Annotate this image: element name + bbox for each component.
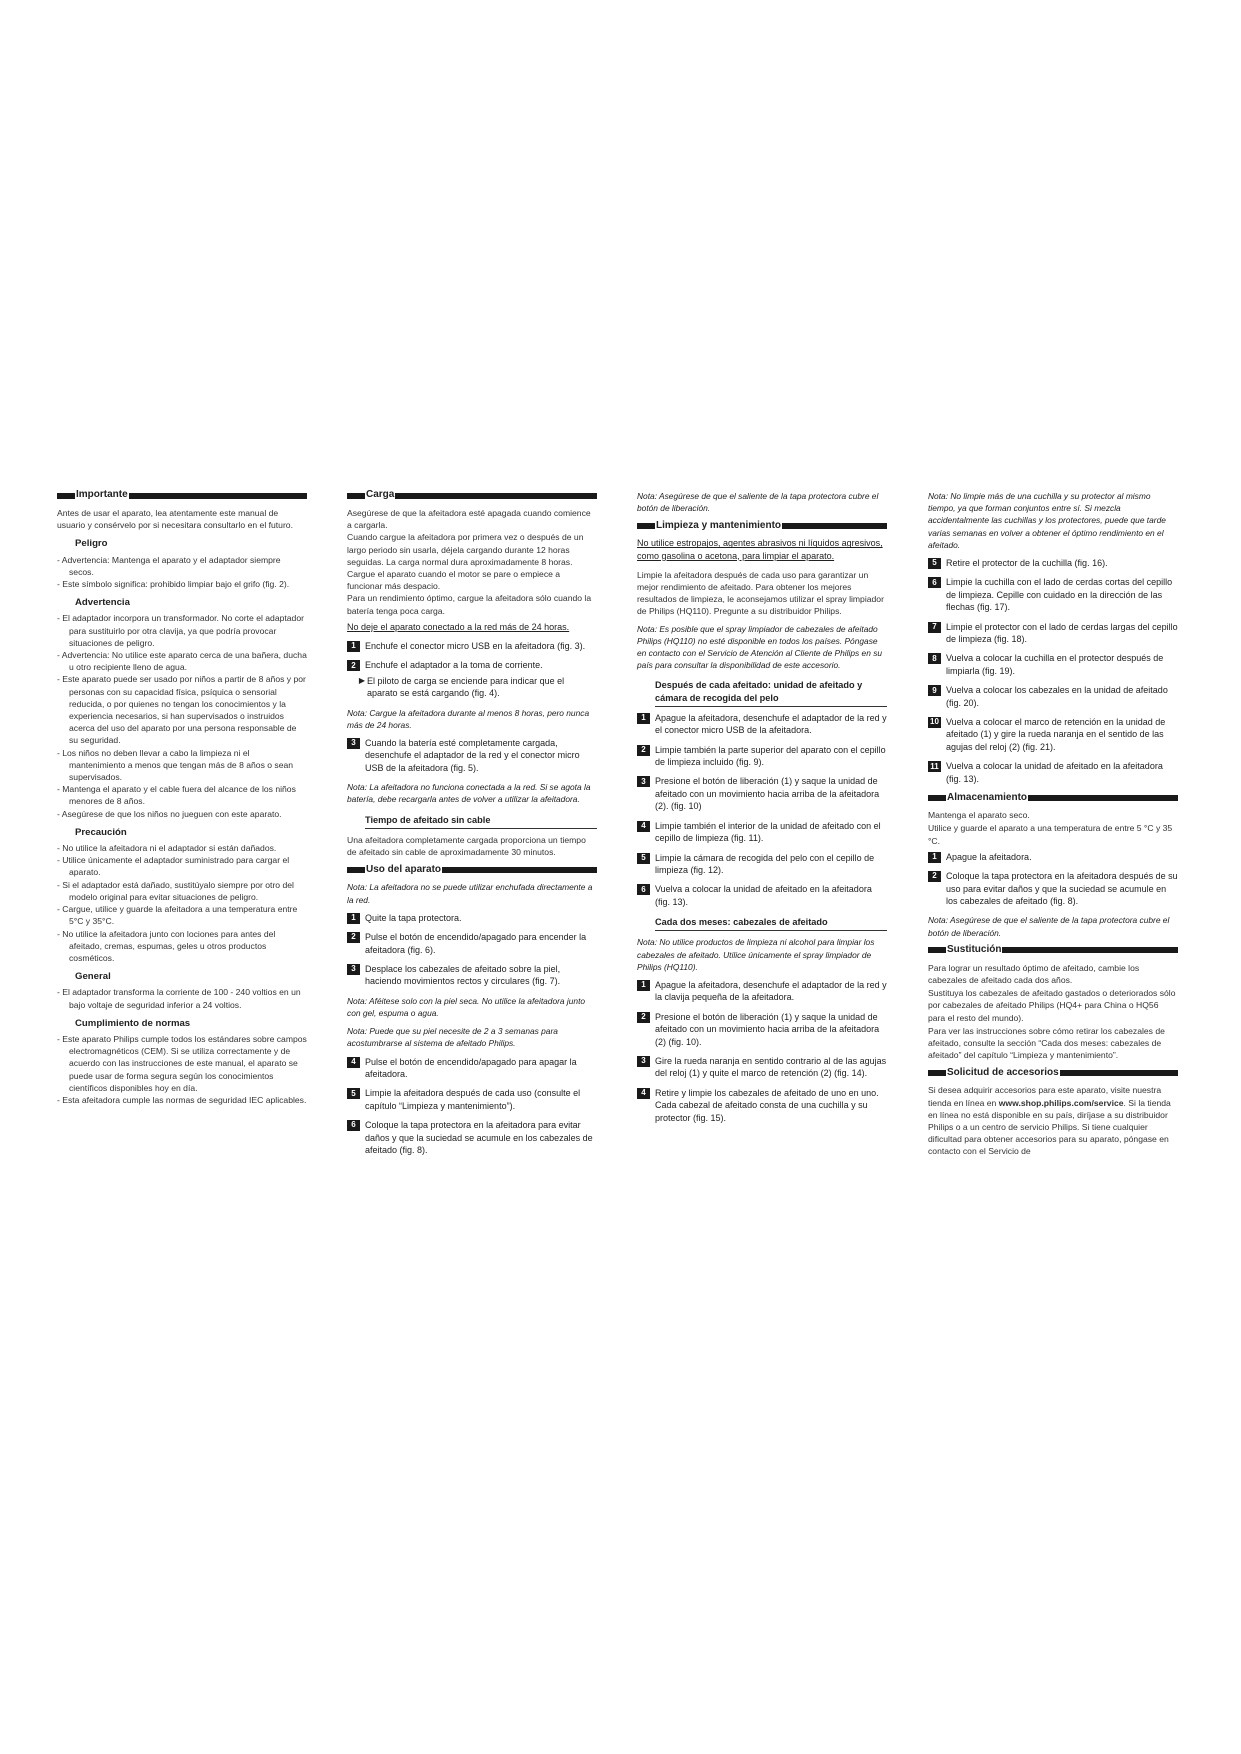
step-number: 1 <box>637 980 650 991</box>
step-text: Enchufe el adaptador a la toma de corriente. <box>365 660 543 671</box>
section-header-uso <box>347 864 597 875</box>
arrow-icon: ▶ <box>358 675 365 685</box>
bullet-item: - Advertencia: Mantenga el aparato y el adaptador siempre secos. <box>57 554 281 577</box>
section-title: Carga <box>366 489 395 501</box>
step <box>347 912 597 924</box>
step <box>347 931 597 956</box>
subsection-title: Cada dos meses: cabezales de afeitado <box>655 916 887 931</box>
step-text: Desplace los cabezales de afeitado sobre la piel, haciendo movimientos rectos y circulares (fig. 7). <box>365 963 561 987</box>
step-text: Coloque la tapa protectora en la afeitadora para evitar daños y que la suciedad se acumule en los cabezales de afeitado (fig. 8). <box>365 1120 593 1155</box>
bullet-item: - Mantenga el aparato y el cable fuera del alcance de los niños menores de 8 años. <box>57 784 296 807</box>
step-number: 9 <box>928 685 941 696</box>
note-text: Nota: No utilice productos de limpieza ni alcohol para limpiar los cabezales de afeitado. Utilice únicamente el spray limpiador de Philips (HQ110). <box>637 937 875 972</box>
step-result <box>347 675 597 700</box>
step-number: 3 <box>347 738 360 749</box>
note-text: Nota: Aféitese solo con la piel seca. No utilice la afeitadora junto con gel, espuma o agua. <box>347 995 586 1018</box>
paragraph: Para un rendimiento óptimo, cargue la afeitadora sólo cuando la batería tenga poca carga. <box>347 593 592 616</box>
note-text: Nota: La afeitadora no se puede utilizar enchufada directamente a la red. <box>347 882 593 905</box>
subsection-title: Cumplimiento de normas <box>75 1017 191 1029</box>
bullet-item: - Utilice únicamente el adaptador suministrado para cargar el aparato. <box>57 855 290 878</box>
bullet-item: - No utilice la afeitadora junto con lociones para antes del afeitado, cremas, espumas, geles u otros productos cosméticos. <box>57 928 276 963</box>
section-title: Limpieza y mantenimiento <box>656 519 782 531</box>
section-title: Almacenamiento <box>947 791 1028 803</box>
bullet-item: - No utilice la afeitadora ni el adaptador si están dañados. <box>57 843 277 854</box>
step <box>347 659 597 671</box>
step-text: Pulse el botón de encendido/apagado para apagar la afeitadora. <box>365 1056 577 1079</box>
note-text: Nota: Asegúrese de que el saliente de la tapa protectora cubre el botón de liberación. <box>928 915 1170 938</box>
step-text: Vuelva a colocar la cuchilla en el protector después de limpiarla (fig. 19). <box>946 653 1164 676</box>
accesorios-text-post: . Si la tienda en línea no está disponible en su país, diríjase a su distribuidor Philips o a un centro de servicio Philips. Si tiene cualquier dificultad para obtener accesorios para su aparato, póngase en contacto con el Servicio de <box>928 1097 1171 1157</box>
step-number: 10 <box>928 717 941 728</box>
subsection-title: Peligro <box>75 538 108 550</box>
column-limpieza <box>637 490 887 1131</box>
paragraph <box>928 1084 1178 1157</box>
step <box>637 1087 887 1124</box>
step <box>637 979 887 1004</box>
step <box>928 716 1178 753</box>
subsection-title: Precaución <box>75 826 127 838</box>
shop-link[interactable]: www.shop.philips.com/service <box>998 1097 1124 1108</box>
paragraph: Mantenga el aparato seco. <box>928 810 1030 821</box>
step-text: Limpie también el interior de la unidad de afeitado con el cepillo de limpieza (fig. 11). <box>655 820 881 844</box>
bullet-item: - Este símbolo significa: prohibido limpiar bajo el grifo (fig. 2). <box>57 579 290 590</box>
note-text: Nota: No limpie más de una cuchilla y su protector al mismo tiempo, ya que forman conjuntos entre sí. Si mezcla accidentalmente las cuchillas y los protectores, puede que tarde varias semanas en volver a obtener el óptimo rendimiento en el afeitado. <box>928 491 1166 550</box>
step <box>928 557 1178 569</box>
step-number: 5 <box>347 1088 360 1099</box>
paragraph: Una afeitadora completamente cargada proporciona un tiempo de afeitado sin cable de aproximadamente 30 minutos. <box>347 834 586 858</box>
paragraph: Para lograr un resultado óptimo de afeitado, cambie los cabezales de afeitado cada dos años. <box>928 962 1140 985</box>
step-text: Pulse el botón de encendido/apagado para encender la afeitadora (fig. 6). <box>365 932 587 955</box>
step-text: Limpie la afeitadora después de cada uso (consulte el capítulo “Limpieza y mantenimiento”). <box>365 1088 581 1111</box>
step-number: 2 <box>347 932 360 943</box>
step-number: 1 <box>637 713 650 724</box>
section-title: Sustitución <box>947 944 1002 956</box>
step <box>928 621 1178 646</box>
paragraph: Asegúrese de que la afeitadora esté apagada cuando comience a cargarla. <box>347 508 591 531</box>
column-carga <box>347 490 597 1163</box>
intro-text: Antes de usar el aparato, lea atentamente este manual de usuario y consérvelo por si necesitara consultarlo en el futuro. <box>57 508 293 531</box>
subsection-title: Advertencia <box>75 597 130 609</box>
step-result-text: El piloto de carga se enciende para indicar que el aparato se está cargando (fig. 4). <box>367 675 565 699</box>
step-number: 1 <box>347 913 360 924</box>
bullet-item: - Este aparato Philips cumple todos los estándares sobre campos electromagnéticos (CEM). Si se utiliza correctamente y de acuerdo con las instrucciones de este manual, el aparato se puede usar de forma segura según los conocimientos científicos disponibles hoy en día. <box>57 1033 307 1093</box>
paragraph: Sustituya los cabezales de afeitado gastados o deteriorados sólo por cabezales de afeitado Philips (HQ4+ para China o HQ56 para el resto del mundo). <box>928 988 1176 1023</box>
step <box>637 1011 887 1048</box>
step-number: 3 <box>347 964 360 975</box>
section-header-almacenamiento <box>928 792 1178 803</box>
bullet-item: - Esta afeitadora cumple las normas de seguridad IEC aplicables. <box>57 1094 307 1105</box>
step <box>347 1119 597 1156</box>
step-number: 2 <box>637 745 650 756</box>
step-text: Vuelva a colocar la unidad de afeitado en la afeitadora (fig. 13). <box>655 884 872 907</box>
step <box>928 652 1178 677</box>
step-number: 11 <box>928 761 941 772</box>
column-importante <box>57 490 307 1106</box>
bullet-item: - El adaptador incorpora un transformador. No corte el adaptador para sustituirlo por otra clavija, ya que podría provocar situaciones de peligro. <box>57 613 304 648</box>
step-text: Limpie también la parte superior del aparato con el cepillo de limpieza incluido (fig. 9). <box>655 744 886 768</box>
step <box>637 820 887 845</box>
bullet-item: - Cargue, utilice y guarde la afeitadora a una temperatura entre 5°C y 35°C. <box>57 904 298 927</box>
step-number: 7 <box>928 622 941 633</box>
step <box>928 576 1178 613</box>
note-text: Nota: Puede que su piel necesite de 2 a 3 semanas para acostumbrarse al sistema de afeitado Philips. <box>347 1026 558 1049</box>
step <box>347 1087 597 1112</box>
note-text: Nota: Cargue la afeitadora durante al menos 8 horas, pero nunca más de 24 horas. <box>347 707 590 730</box>
step-text: Limpie el protector con el lado de cerdas largas del cepillo de limpieza (fig. 18). <box>946 621 1178 645</box>
step-number: 5 <box>637 853 650 864</box>
step <box>347 737 597 774</box>
section-header-limpieza <box>637 520 887 531</box>
step <box>928 684 1178 709</box>
step-number: 2 <box>637 1012 650 1023</box>
section-title: Uso del aparato <box>366 863 442 875</box>
step-number: 6 <box>637 884 650 895</box>
warning-text: No utilice estropajos, agentes abrasivos ni líquidos agresivos, como gasolina o acetona, para limpiar el aparato. <box>637 538 883 561</box>
step <box>347 640 597 652</box>
step <box>637 775 887 812</box>
step-text: Presione el botón de liberación (1) y saque la unidad de afeitado con un movimiento hacia arriba de la afeitadora (2) (fig. 10). <box>655 1011 880 1047</box>
paragraph: Cargue el aparato cuando el motor se pare o empiece a funcionar más despacio. <box>347 569 561 592</box>
section-header-accesorios <box>928 1067 1178 1078</box>
paragraph: Cuando cargue la afeitadora por primera vez o después de un largo periodo sin usarla, déjela cargando durante 12 horas seguidas. La carga normal dura aproximadamente 8 horas. <box>347 532 584 567</box>
step-number: 5 <box>928 558 941 569</box>
bullet-item: - Los niños no deben llevar a cabo la limpieza ni el mantenimiento a menos que tengan más de 8 años o sean supervisados. <box>57 747 294 783</box>
step <box>928 760 1178 785</box>
step <box>637 712 887 737</box>
step-text: Retire el protector de la cuchilla (fig. 16). <box>946 558 1108 569</box>
step <box>928 870 1178 907</box>
column-almacenamiento <box>928 490 1178 1159</box>
step-number: 2 <box>347 660 360 671</box>
step-text: Apague la afeitadora, desenchufe el adaptador de la red y el conector micro USB de la afeitadora. <box>655 712 887 736</box>
step-text: Cuando la batería esté completamente cargada, desenchufe el adaptador de la red y el conector micro USB de la afeitadora (fig. 5). <box>365 738 580 773</box>
step-text: Enchufe el conector micro USB en la afeitadora (fig. 3). <box>365 641 586 652</box>
accesorios-text-pre: Si desea adquirir accesorios para este aparato, visite nuestra tienda en línea en <box>928 1085 1162 1108</box>
note-text: Nota: Asegúrese de que el saliente de la tapa protectora cubre el botón de liberación. <box>637 491 879 514</box>
step-text: Coloque la tapa protectora en la afeitadora después de su uso para evitar daños y que la suciedad se acumule en los cabezales de afeitado (fig. 8). <box>946 871 1178 906</box>
step-number: 1 <box>347 641 360 652</box>
bullet-item: - Si el adaptador está dañado, sustitúyalo siempre por otro del modelo original para evitar situaciones de peligro. <box>57 879 294 902</box>
section-title: Solicitud de accesorios <box>947 1066 1059 1078</box>
bullet-item: - El adaptador transforma la corriente de 100 - 240 voltios en un bajo voltaje de seguridad inferior a 24 voltios. <box>57 987 301 1010</box>
step-number: 3 <box>637 776 650 787</box>
step-text: Retire y limpie los cabezales de afeitado de uno en uno. Cada cabezal de afeitado consta de una cuchilla y su protector (fig. 15). <box>655 1087 879 1123</box>
subsection-title: Después de cada afeitado: unidad de afeitado y cámara de recogida del pelo <box>655 679 887 706</box>
subsection-title: General <box>75 971 111 983</box>
step-text: Quite la tapa protectora. <box>365 912 462 923</box>
step <box>637 852 887 877</box>
paragraph: Para ver las instrucciones sobre cómo retirar los cabezales de afeitado, consulte la sección “Cada dos meses: cabezales de afeitado” del capítulo “Limpieza y mantenimiento”. <box>928 1025 1165 1061</box>
step <box>347 1056 597 1081</box>
bullet-item: - Asegúrese de que los niños no jueguen con este aparato. <box>57 808 282 819</box>
step-text: Gire la rueda naranja en sentido contrario al de las agujas del reloj (1) y quite el marco de retención (2) (fig. 14). <box>655 1055 887 1079</box>
step-number: 4 <box>637 821 650 832</box>
step-text: Vuelva a colocar la unidad de afeitado en la afeitadora (fig. 13). <box>946 761 1163 784</box>
step-number: 6 <box>347 1120 360 1131</box>
paragraph: Limpie la afeitadora después de cada uso para garantizar un mejor rendimiento de afeitado. Para obtener los mejores resultados de limpieza, le aconsejamos utilizar el spray limpiador de Philips (HQ110). Pregunte a su distribuidor Philips. <box>637 569 884 617</box>
step-text: Vuelva a colocar el marco de retención en la unidad de afeitado (1) y gire la rueda naranja en el sentido de las agujas del reloj (2) (fig. 21). <box>946 717 1166 752</box>
bullet-item: - Advertencia: No utilice este aparato cerca de una bañera, ducha u otro recipiente lleno de agua. <box>57 650 307 673</box>
step-text: Limpie la cámara de recogida del pelo con el cepillo de limpieza (fig. 12). <box>655 852 875 875</box>
step-number: 8 <box>928 653 941 664</box>
bullet-item: - Este aparato puede ser usado por niños a partir de 8 años y por personas con su capacidad física, psíquica o sensorial reducida, o por quienes no tengan los conocimientos y la experiencia necesarios, si han supervisados o instruidos acerca del uso del aparato por una persona responsable de su seguridad. <box>57 674 306 746</box>
section-header-carga <box>347 490 597 501</box>
section-header-importante <box>57 490 307 501</box>
step <box>347 963 597 988</box>
section-header-sustitucion <box>928 945 1178 956</box>
step <box>637 744 887 769</box>
note-text: Nota: Es posible que el spray limpiador de cabezales de afeitado Philips (HQ110) no esté disponible en todos los países. Póngase en contacto con el Servicio de Atención al Cliente de Philips en su país para consultar la disponibilidad de este accesorio. <box>637 623 883 671</box>
section-title: Importante <box>76 489 128 501</box>
warning-text: No deje el aparato conectado a la red más de 24 horas. <box>347 621 570 632</box>
step-text: Apague la afeitadora, desenchufe el adaptador de la red y la clavija pequeña de la afeitadora. <box>655 979 887 1003</box>
step-number: 4 <box>347 1057 360 1068</box>
paragraph: Utilice y guarde el aparato a una temperatura de entre 5 °C y 35 °C. <box>928 823 1173 846</box>
step <box>637 1055 887 1080</box>
step-text: Limpie la cuchilla con el lado de cerdas cortas del cepillo de limpieza. Cepille con cuidado en la dirección de las flechas (fig. 17). <box>946 577 1173 613</box>
step-number: 1 <box>928 852 941 863</box>
subsection-title: Tiempo de afeitado sin cable <box>365 814 597 829</box>
step-text: Vuelva a colocar los cabezales en la unidad de afeitado (fig. 20). <box>946 685 1168 708</box>
step <box>637 883 887 908</box>
step-text: Apague la afeitadora. <box>946 851 1032 862</box>
step-text: Presione el botón de liberación (1) y saque la unidad de afeitado con un movimiento hacia arriba de la afeitadora (2). (fig. 10) <box>655 776 880 812</box>
step <box>928 851 1178 863</box>
step-number: 6 <box>928 577 941 588</box>
step-number: 4 <box>637 1088 650 1099</box>
note-text: Nota: La afeitadora no funciona conectada a la red. Si se agota la batería, debe recargarla antes de volver a utilizar la afeitadora. <box>347 782 591 805</box>
step-number: 2 <box>928 871 941 882</box>
step-number: 3 <box>637 1056 650 1067</box>
